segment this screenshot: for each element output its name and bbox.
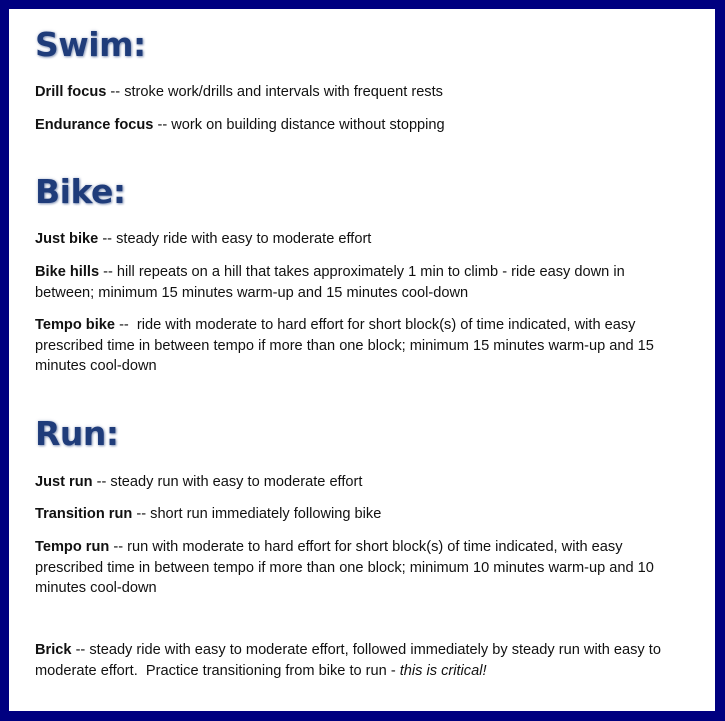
item-separator: --: [132, 506, 151, 522]
item-description: ride with moderate to hard effort for short block(s) of time indicated, with easy prescribed time in between tempo if more than one block; minimum 15 minutes warm-up and 15 minutes cool-down: [35, 317, 654, 374]
brick-item: [35, 640, 675, 681]
swim-drill-focus-item: [35, 82, 675, 103]
run-tempo-run-item: [35, 537, 675, 599]
item-separator: --: [153, 117, 172, 133]
item-term: Tempo bike: [35, 317, 116, 333]
item-term: Drill focus: [35, 84, 107, 100]
item-separator: --: [106, 84, 125, 100]
item-separator: --: [71, 642, 90, 658]
item-term: Endurance focus: [35, 117, 154, 133]
run-heading: Run:: [35, 414, 119, 453]
item-description: steady ride with easy to moderate effort, followed immediately by steady run with easy to moderate effort. Practice transitioning from bike to run -: [35, 642, 666, 679]
bike-heading: Bike:: [35, 172, 126, 211]
item-description: run with moderate to hard effort for short block(s) of time indicated, with easy prescribed time in between tempo if more than one block; minimum 10 minutes warm-up and 10 minutes cool-down: [35, 539, 654, 596]
item-separator: --: [92, 474, 111, 490]
item-term: Tempo run: [35, 539, 110, 555]
item-term: Just bike: [35, 231, 99, 247]
item-description: work on building distance without stopping: [171, 117, 445, 133]
swim-endurance-focus-item: [35, 115, 675, 136]
swim-heading: Swim:: [35, 25, 146, 64]
bike-just-bike-item: [35, 229, 675, 250]
item-separator: --: [115, 317, 137, 333]
item-description: short run immediately following bike: [150, 506, 382, 522]
item-term: Bike hills: [35, 264, 100, 280]
item-separator: --: [109, 539, 128, 555]
item-description: steady run with easy to moderate effort: [110, 474, 363, 490]
run-transition-run-item: [35, 504, 675, 525]
brick-emphasis: this is critical!: [399, 662, 487, 679]
item-term: Brick: [35, 642, 72, 658]
item-description: steady ride with easy to moderate effort: [116, 231, 372, 247]
run-just-run-item: [35, 472, 675, 493]
bike-tempo-bike-item: [35, 315, 675, 377]
item-description: hill repeats on a hill that takes approximately 1 min to climb - ride easy down in between; minimum 15 minutes warm-up and 15 minutes cool-down: [35, 264, 625, 301]
item-separator: --: [99, 264, 117, 280]
item-term: Transition run: [35, 506, 133, 522]
bike-hills-item: [35, 262, 675, 303]
item-description: stroke work/drills and intervals with frequent rests: [124, 84, 443, 100]
item-separator: --: [98, 231, 117, 247]
item-term: Just run: [35, 474, 93, 490]
